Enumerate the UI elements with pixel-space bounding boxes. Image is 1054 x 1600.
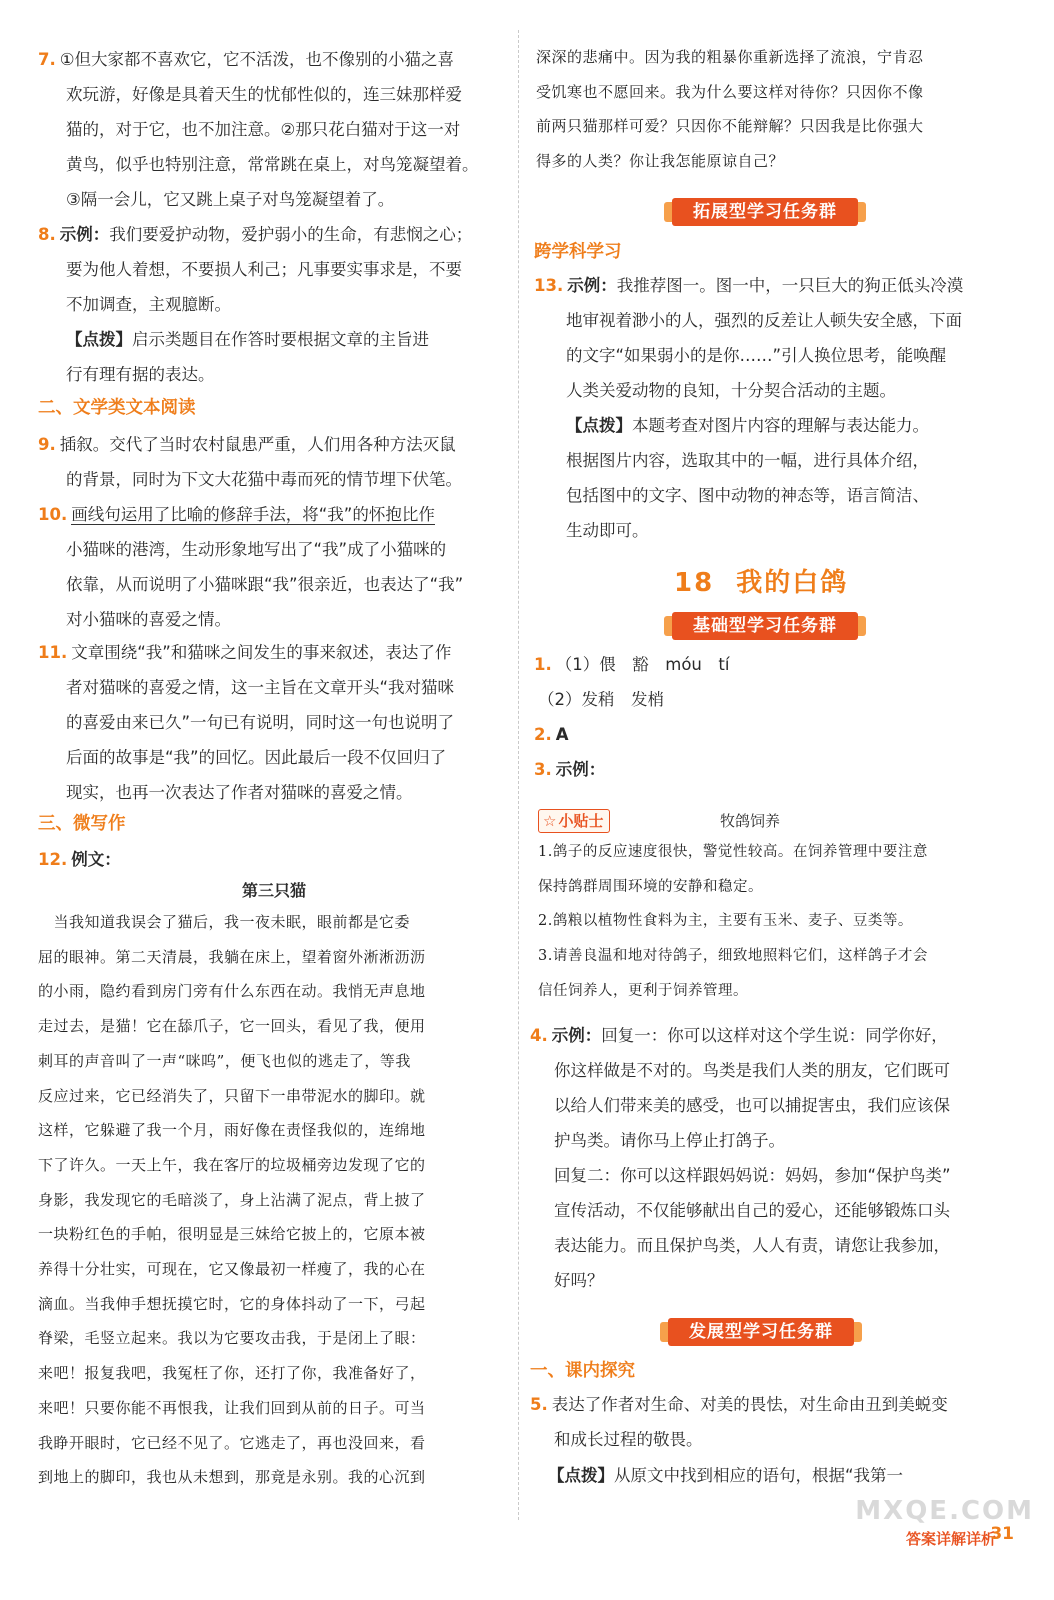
answer-10: 10. 画线句运用了比喻的修辞手法，将“我”的怀抱比作 小猫咪的港湾，生动形象地写出了“我”成了小猫咪的 依靠，从而说明了小猫咪跟“我”很亲近，也表达了“我” 对小猫咪的喜爱之情。 (38, 505, 464, 629)
answer-5-tip: 【点拨】从原文中找到相应的语句，根据“我第一 (548, 1466, 904, 1485)
tip-body: 1.鸽子的反应速度很快，警觉性较高。在饲养管理中要注意 保持鸽群周围环境的安静和稳定。 2.鸽粮以植物性食料为主，主要有玉米、麦子、豆类等。 3.请善良温和地对待鸽子，细致地照料它们，这样鸽子才会 信任饲养人，更利于饲养管理。 (538, 844, 928, 999)
column-divider (518, 30, 519, 1520)
answer-11: 11. 文章围绕“我”和猫咪之间发生的事来叙述，表达了作 者对猫咪的喜爱之情，这一主旨在文章开头“我对猫咪 的喜爱由来已久”一句已有说明，同时这一句也说明了 后面的故事是“我”的回忆。因此最后一段不仅回归了 现实，也再一次表达了作者对猫咪的喜爱之情。 (38, 643, 455, 802)
section-micro-writing: 三、微写作 (38, 814, 126, 834)
tip-badge: ☆ 小贴士 (538, 809, 610, 833)
banner-extended-tasks: 拓展型学习任务群 (672, 198, 858, 226)
banner-development-tasks: 发展型学习任务群 (668, 1318, 854, 1346)
answer-9: 9. 插叙。交代了当时农村鼠患严重，人们用各种方法灭鼠 的背景，同时为下文大花猫中毒而死的情节埋下伏笔。 (38, 435, 462, 489)
answer-7: 7. ①但大家都不喜欢它，它不活泼，也不像别的小猫之喜 欢玩游，好像是具着天生的忧郁性似的，连三妹那样爱 猫的，对于它，也不加注意。②那只花白猫对于这一对 黄鸟，似乎也特别注意，常常跳在桌上，对鸟笼凝望着。 ③隔一会儿，它又跳上桌子对鸟笼凝望着了。 (38, 50, 479, 209)
section-literary-reading: 二、文学类文本阅读 (38, 398, 196, 418)
page-number: 31 (990, 1524, 1014, 1544)
section-in-class-inquiry: 一、课内探究 (530, 1361, 635, 1381)
answer-2: 2. A (534, 725, 569, 744)
tip-title: 牧鸽饲养 (720, 812, 781, 830)
footer-label: 答案详解详析 (905, 1530, 996, 1548)
answer-4: 4. 示例：回复一：你可以这样对这个学生说：同学你好， 你这样做是不对的。鸟类是我们人类的朋友，它们既可 以给人们带来美的感受，也可以捕捉害虫，我们应该保 护鸟类。请你马上停止打鸽子。 回复二：你可以这样跟妈妈说：妈妈，参加“保护鸟类” 宣传活动，不仅能够献出自己的爱心，还能够锻炼口头 表达能力。而且保护鸟类，人人有责，请您让我参加， 好吗？ (530, 1026, 951, 1290)
answer-8: 8. 示例：我们要爱护动物，爱护弱小的生命，有悲悯之心； 要为他人着想，不要损人利己；凡事要实事求是，不要 不加调查，主观臆断。 (38, 225, 473, 314)
answer-1: 1. （1）偎 豁 móu tí （2）发稍 发梢 (534, 655, 730, 709)
answer-13-tip: 【点拨】本题考查对图片内容的理解与表达能力。 根据图片内容，选取其中的一幅，进行具体介绍， 包括图中的文字、图中动物的神态等，语言简洁、 生动即可。 (566, 416, 929, 540)
answer-13: 13. 示例：我推荐图一。图一中，一只巨大的狗正低头冷漠 地审视着渺小的人，强烈的反差让人顿失安全感，下面 的文字“如果弱小的是你……”引人换位思考，能唤醒 人类关爱动物的良知，十分契合活动的主题。 (534, 276, 964, 400)
essay-title: 第三只猫 (241, 881, 306, 900)
answer-8-tip: 【点拨】启示类题目在作答时要根据文章的主旨进 行有理有据的表达。 (66, 330, 429, 384)
lesson-heading (674, 562, 848, 599)
lesson-title: 我的白鸽 (736, 568, 849, 598)
banner-basic-tasks: 基础型学习任务群 (672, 612, 858, 640)
answer-5: 5. 表达了作者对生命、对美的畏怯，对生命由丑到美蜕变 和成长过程的敬畏。 (530, 1395, 948, 1449)
answer-12-header: 12. 例文： (38, 850, 121, 869)
essay-continued: 深深的悲痛中。因为我的粗暴你重新选择了流浪，宁肯忍 受饥寒也不愿回来。我为什么要这样对待你？只因你不像 前两只猫那样可爱？只因你不能辩解？只因我是比你强大 得多的人类？你让我怎能原谅自己？ (536, 48, 924, 171)
essay-body: 当我知道我误会了猫后，我一夜未眠，眼前都是它委 屈的眼神。第二天清晨，我躺在床上，望着窗外淅淅沥沥 的小雨，隐约看到房门旁有什么东西在动。我悄无声息地 走过去，是猫！它在舔爪子，它一回头，看见了我，便用 刺耳的声音叫了一声“咪呜”，便飞也似的逃走了，等我 反应过来，它已经消失了，只留下一串带泥水的脚印。就 这样，它躲避了我一个月，雨好像在责怪我似的，连绵地 下了许久。一天上午，我在客厅的垃圾桶旁边发现了它的 身影，我发现它的毛暗淡了，身上沾满了泥点，背上披了 一块粉红色的手帕，很明显是三妹给它披上的，它原本被 养得十分壮实，可现在，它又像最初一样瘦了，我的心在 滴血。当我伸手想抚摸它时，它的身体抖动了一下，弓起 脊梁，毛竖立起来。我以为它要攻击我，于是闭上了眼： 来吧！报复我吧，我冤枉了你，还打了你，我准备好了， 来吧！只要你能不再恨我，让我们回到从前的日子。可当 我睁开眼时，它已经不见了。它逃走了，再也没回来，看 到地上的脚印，我也从未想到，那竟是永别。我的心沉到 (38, 913, 426, 1487)
lesson-number: 18 (674, 568, 715, 598)
watermark: MXQE.COM (855, 1496, 1034, 1526)
answer-3: 3. 示例： (534, 760, 606, 779)
section-cross-subject: 跨学科学习 (534, 242, 622, 262)
star-icon: ☆ (543, 812, 557, 830)
